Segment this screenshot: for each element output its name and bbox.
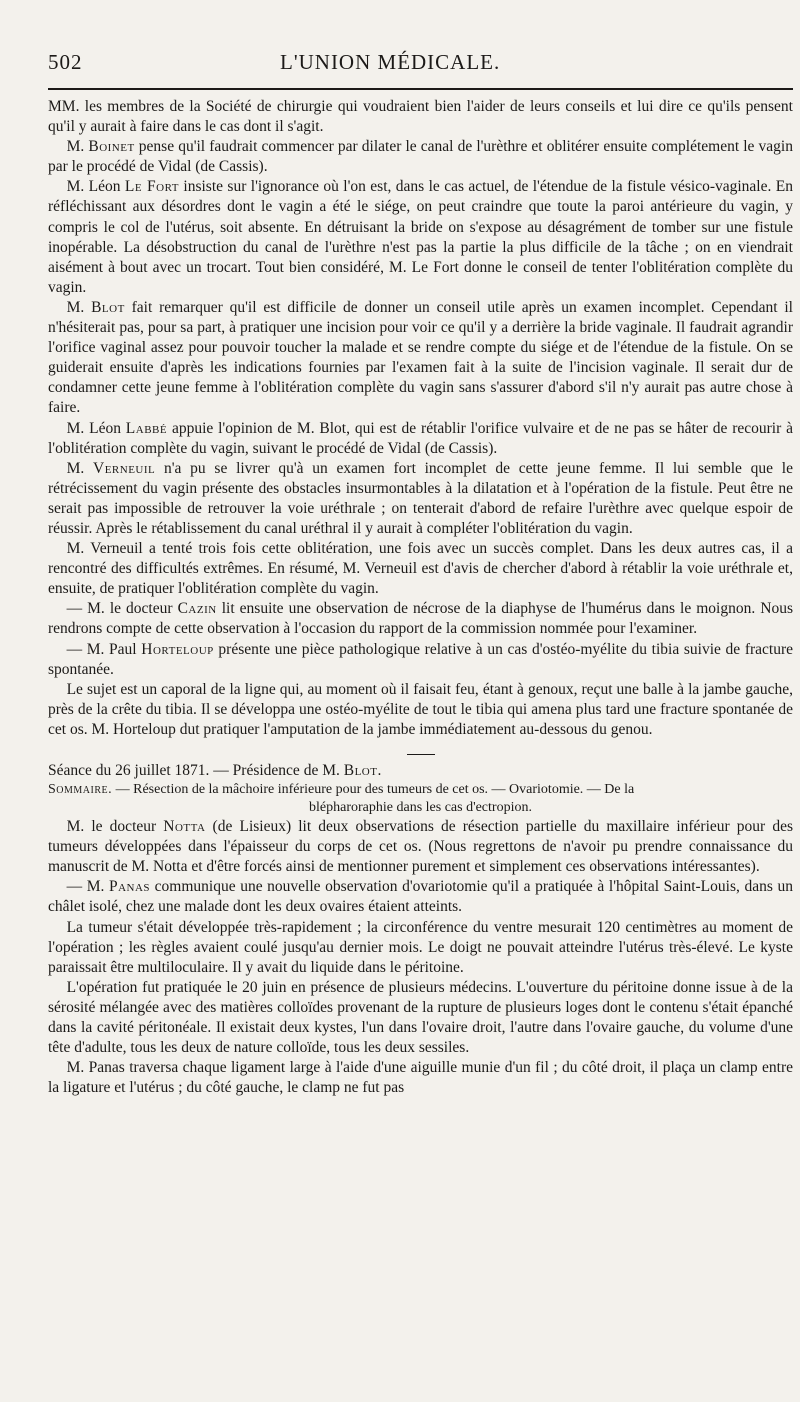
paragraph: M. Verneuil a tenté trois fois cette oblitération, une fois avec un succès complet. Dans les deux autres cas, il a rencontré des difficultés extrêmes. En résumé, M. Verneuil est d'avis de chercher d'abord à rétablir la voie uréthrale et, ensuite, de pratiquer l'oblitération complète du vagin. bbox=[48, 540, 793, 598]
paragraph: M. Boinet pense qu'il faudrait commencer par dilater le canal de l'urèthre et oblitérer ensuite complétement le vagin par le procédé de Vidal (de Cassis). bbox=[48, 138, 793, 176]
paragraph: MM. les membres de la Société de chirurgie qui voudraient bien l'aider de leurs conseils et lui dire ce qu'ils pensent qu'il y aurait à faire dans le cas dont il s'agit. bbox=[48, 98, 793, 136]
paragraph: — M. le docteur Cazin lit ensuite une observation de nécrose de la diaphyse de l'humérus dans le moignon. Nous rendrons compte de cette observation à l'occasion du rapport de la commission nommée pour l'examiner. bbox=[48, 600, 793, 638]
paragraph: L'opération fut pratiquée le 20 juin en présence de plusieurs médecins. L'ouverture du péritoine donne issue à de la sérosité mélangée avec des matières colloïdes provenant de la rupture de plusieurs loges dont le contenu s'était épanché dans la cavité péritonéale. Il existait deux kystes, l'un dans l'ovaire droit, l'autre dans l'ovaire gauche, du volume d'une tête d'adulte, tous les deux de nature colloïde, tous les deux sessiles. bbox=[48, 978, 793, 1057]
running-head: L'UNION MÉDICALE. bbox=[280, 50, 501, 74]
paragraph: M. Panas traversa chaque ligament large à l'aide d'une aiguille munie d'un fil ; du côté droit, il plaça un clamp entre la ligature et l'utérus ; du côté gauche, le clamp ne fut pas bbox=[48, 1059, 793, 1097]
page-number: 502 bbox=[48, 50, 83, 74]
paragraph: — M. Paul Horteloup présente une pièce pathologique relative à un cas d'ostéo-myélite du tibia suivie de fracture spontanée. bbox=[48, 640, 794, 678]
paragraph: M. Verneuil n'a pu se livrer qu'à un examen fort incomplet de cette jeune femme. Il lui semble que le rétrécissement du vagin présente des obstacles insurmontables à la dilatation et à l'opération de la fistule. Peut être ne serait pas impossible de retrouver la voie uréthrale ; on tenterait d'abord de refaire l'urèthre avec quelque espoir de réussir. Après le rétablissement du canal uréthral il y aurait à compléter l'oblitération du vagin. bbox=[48, 459, 793, 537]
paragraph: — M. Panas communique une nouvelle observation d'ovariotomie qu'il a pratiquée à l'hôpital Saint-Louis, dans un châlet isolé, chez une malade dont les deux ovaires étaient atteints. bbox=[48, 878, 793, 916]
header-rule bbox=[48, 88, 793, 90]
paragraph: La tumeur s'était développée très-rapidement ; la circonférence du ventre mesurait 120 centimètres au moment de l'opération ; les règles avaient coulé jusqu'au dernier mois. Le doigt ne pouvait atteindre l'utérus très-élevé. Le kyste paraissait être multiloculaire. Il y avait du liquide dans le péritoine. bbox=[48, 918, 793, 976]
paragraph: M. Léon Labbé appuie l'opinion de M. Blot, qui est de rétablir l'orifice vulvaire et de ne pas se hâter de recourir à l'oblitération complète du vagin, suivant le procédé de Vidal (de Cassis). bbox=[48, 419, 793, 457]
paragraph: M. le docteur Notta (de Lisieux) lit deux observations de résection partielle du maxillaire inférieur pour des tumeurs développées dans l'épaisseur du corps de cet os. (Nous regrettons de n'avoir pu prendre connaissance du manuscrit de M. Notta et d'être forcés ainsi de mentionner purement et simplement ces observations intéressantes). bbox=[48, 818, 793, 876]
paragraph: M. Blot fait remarquer qu'il est difficile de donner un conseil utile après un examen incomplet. Cependant il n'hésiterait pas, pour sa part, à pratiquer une incision pour voir ce qu'il y a derrière la bride vaginale. Il faudrait agrandir l'orifice vaginal assez pour pouvoir toucher la malade et se rendre compte du siége et de l'étendue de la fistule. On se guiderait ensuite d'après les indications fournies par l'examen fait à la suite de l'incision vaginale. Il serait dur de condamner cette jeune femme à l'oblitération complète du vagin sans s'assurer d'abord s'il n'y aurait pas autre chose à faire. bbox=[48, 298, 793, 417]
body-text bbox=[48, 97, 793, 1098]
session-summary: Sommaire. — Résection de la mâchoire inférieure pour des tumeurs de cet os. — Ovariotomie. — De la blépharoraphie dans les cas d'ectropion. bbox=[48, 782, 635, 816]
session-heading: Séance du 26 juillet 1871. — Présidence de M. Blot. bbox=[48, 762, 382, 779]
section-divider bbox=[407, 754, 435, 755]
paragraph: M. Léon Le Fort insiste sur l'ignorance où l'on est, dans le cas actuel, de l'étendue de la fistule vésico-vaginale. En réfléchissant aux désordres dont le vagin a été le siége, on peut craindre que toute la paroi antérieure du vagin, y compris le col de l'utérus, soit absente. En détruisant la bride on s'expose au désagrément de tomber sur une fistule inopérable. La désobstruction du canal de l'urèthre n'est pas la partie la plus difficile de la tâche ; on en viendrait aisément à bout avec un trocart. Tout bien considéré, M. Le Fort donne le conseil de tenter l'oblitération complète du vagin. bbox=[48, 178, 793, 296]
paragraph: Le sujet est un caporal de la ligne qui, au moment où il faisait feu, étant à genoux, reçut une balle à la jambe gauche, près de la crête du tibia. Il se développa une ostéo-myélite de tout le tibia qui amena plus tard une fracture spontanée de cet os. M. Horteloup dut pratiquer l'amputation de la jambe immédiatement au-dessous du genou. bbox=[48, 680, 793, 738]
